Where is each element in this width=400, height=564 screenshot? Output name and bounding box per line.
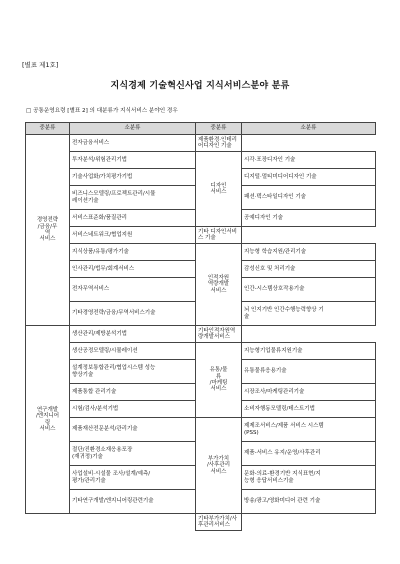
header-sub-category-left: 소분류 (70, 123, 196, 135)
table-row (26, 227, 376, 244)
scope-note: □ 공통운영요령 [별표 2] 의 대분류가 지식서비스 분야인 경우 (26, 108, 178, 114)
sub-category: 공예디자인 기술 (242, 210, 376, 227)
sub-category: 인간-시스템상호작용기술 (242, 278, 376, 302)
sub-category: 인사관리/법무/회계서비스 (70, 261, 196, 278)
sub-category: 뇌 인지기반 인간수행능력향상 기 술 (242, 302, 376, 326)
table-row (26, 514, 376, 531)
sub-category: 기술사업화/가치평가기법 (70, 169, 196, 186)
sub-category: 디지털·멀티미디어디자인 기술 (242, 169, 376, 186)
sub-category: 제품환경·인테리어디자인 기술 (196, 135, 242, 152)
mid-category: 부가가치 /사후관리 서비스 (196, 418, 242, 514)
sub-category: 전자금융서비스 (70, 135, 196, 152)
sub-category: 방송/광고/영화미디어 관련 기술 (242, 490, 376, 514)
sub-category: 서비스표준화/품질관리 (70, 210, 196, 227)
sub-category: 기타부가가치/사후관리서비스 (196, 514, 242, 531)
sub-category: 지식상품/유통/평가기술 (70, 244, 196, 261)
sub-category: 생산공정모델링/시뮬레이션 (70, 343, 196, 360)
sub-category: 사업설비·시설물 조사/설계/예측/ 평가/관리기술 (70, 466, 196, 490)
sub-category: 소비자행동모델링/테스트기법 (242, 401, 376, 418)
sub-category: 기타인적자원역량개발서비스 (196, 326, 242, 343)
table-row (26, 244, 376, 261)
sub-category: 감성신호 및 처리기술 (242, 261, 376, 278)
table-row (26, 418, 376, 442)
sub-category: 유통물류응용기술 (242, 360, 376, 384)
mid-category: 인적자원 역량개발 서비스 (196, 244, 242, 326)
mid-category: 경영전략 /금융/무 역 서비스 (26, 135, 70, 326)
sub-category: 기타경영전략/금융/무역서비스기술 (70, 302, 196, 326)
sub-category: 패션·텍스타일디자인 기술 (242, 186, 376, 210)
header-mid-category-left: 중분류 (26, 123, 70, 135)
mid-category: 연구개발 /엔지니어 링 서비스 (26, 326, 70, 514)
header-mid-category-right: 중분류 (196, 123, 242, 135)
sub-category: 절단/진환경소재응용포장 (재귀정)기술 (70, 442, 196, 466)
table-row (26, 135, 376, 152)
sub-category: 설계정보통합관리/협업시스템 성능 향상기술 (70, 360, 196, 384)
sub-category: 전자무역서비스 (70, 278, 196, 302)
sub-category: 서비스네트워크/협업지원 (70, 227, 196, 244)
table-row (26, 326, 376, 343)
sub-category: 비즈니스모델링/프로젝트관리/시뮬 레이션기술 (70, 186, 196, 210)
table-row (26, 152, 376, 169)
table-row (26, 343, 376, 360)
classification-table (25, 122, 376, 531)
document-title: 지식경제 기술혁신사업 지식서비스분야 분류 (110, 81, 290, 91)
sub-category: 시장조사/마케팅관리기술 (242, 384, 376, 401)
sub-category: 생산관리/제방분석기법 (70, 326, 196, 343)
header-sub-category-right: 소분류 (242, 123, 376, 135)
sub-category: 지능형 학습지원/관리기술 (242, 244, 376, 261)
sub-category: 기타 디자인서비스 기술 (196, 227, 242, 244)
sub-category: 문화-의료-환경기반 지식표현/지 능형 응답서비스기술 (242, 466, 376, 490)
sub-category: 제품-서비스 유지/운영/사후관리 (242, 442, 376, 466)
mid-category: 유통/물 류 /마케팅 서비스 (196, 343, 242, 418)
sub-category: 시각·포장디자인 기술 (242, 152, 376, 169)
mid-category: 디자인 서비스 (196, 152, 242, 227)
annex-label: [별표 제1호] (22, 61, 59, 69)
empty-cell (26, 514, 196, 531)
sub-category: 지능형기업물류지원기술 (242, 343, 376, 360)
sub-category: 기타연구개발/엔지니어링관련기술 (70, 490, 196, 514)
sub-category: 제제조서비스/제품 서비스 시스템 (PSS) (242, 418, 376, 442)
sub-category: 제품재산전문분석/관리기술 (70, 418, 196, 442)
sub-category: 제품통합 관리기술 (70, 384, 196, 401)
table-header-row (26, 123, 376, 135)
sub-category: 투자분석/위험관리기법 (70, 152, 196, 169)
sub-category: 시험/검사/분석기법 (70, 401, 196, 418)
